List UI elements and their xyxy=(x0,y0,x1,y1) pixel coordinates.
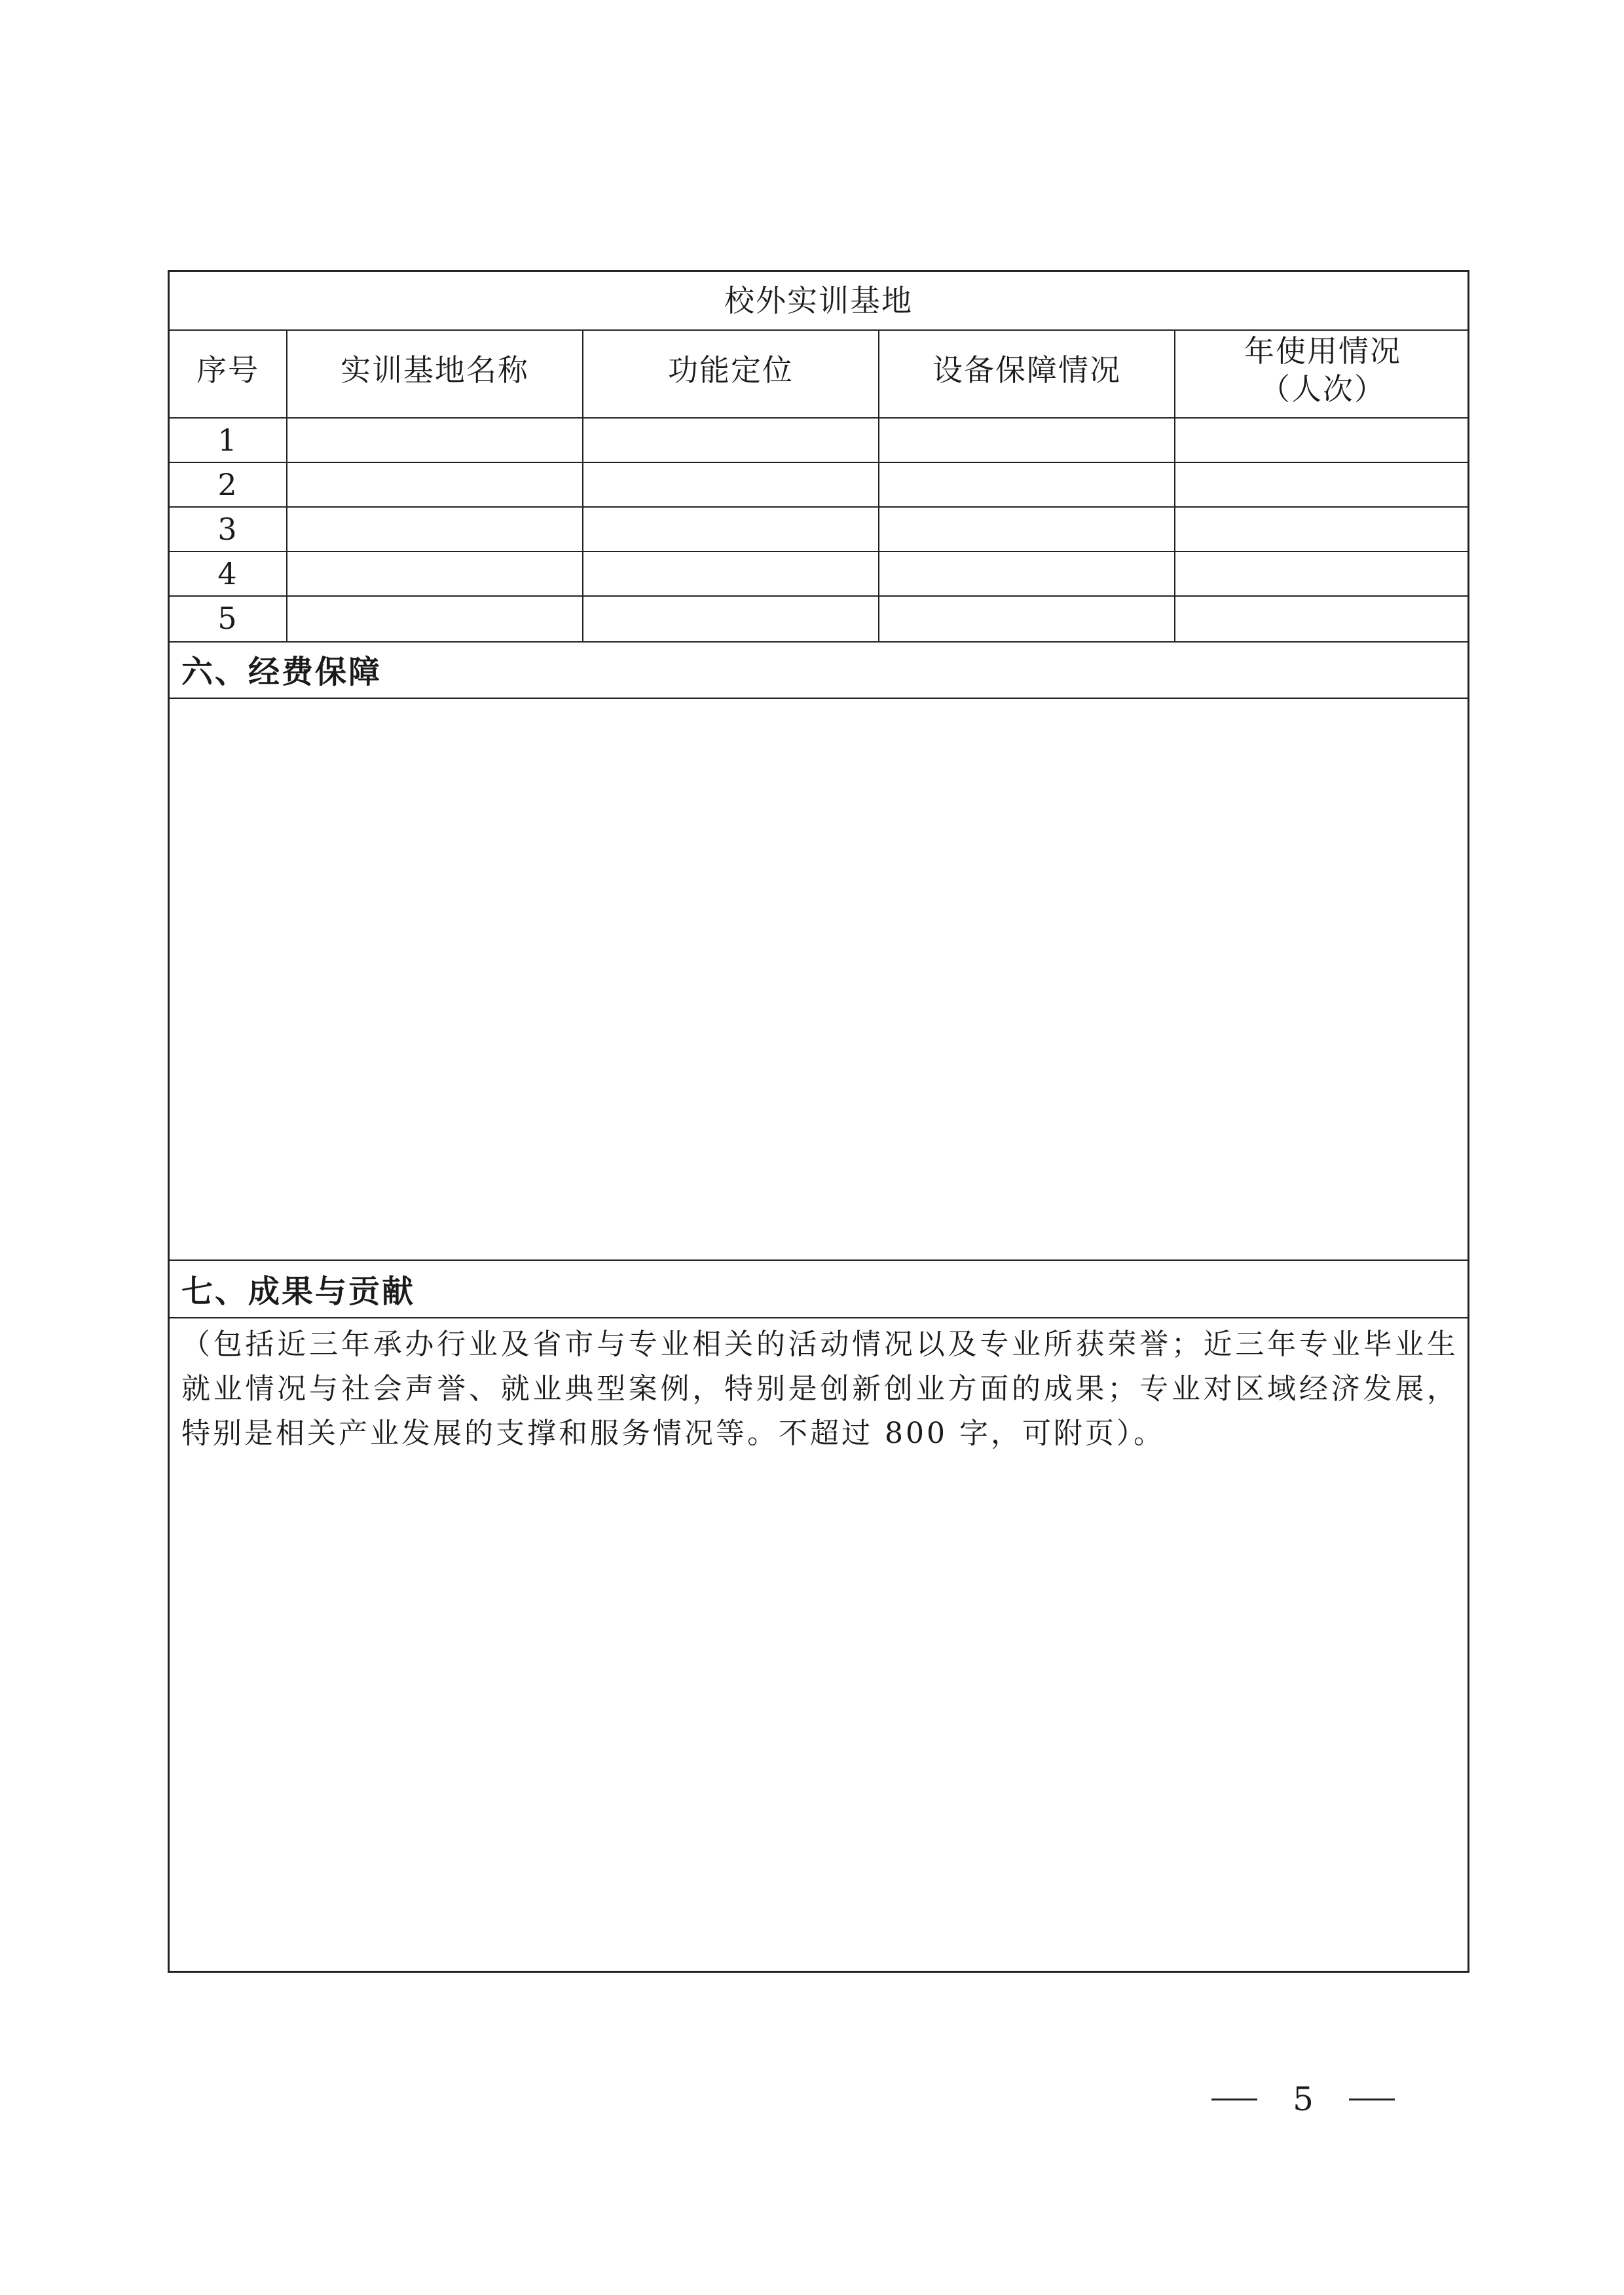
column-divider xyxy=(1174,329,1175,641)
dash-right xyxy=(1349,2099,1395,2100)
divider xyxy=(170,1317,1467,1318)
section-7-content-area[interactable] xyxy=(170,1464,1467,1968)
column-divider xyxy=(582,329,583,641)
divider xyxy=(170,551,1467,552)
header-index: 序号 xyxy=(196,352,259,388)
row-index-2: 2 xyxy=(217,467,238,502)
header-annual-usage: 年使用情况 （人次） xyxy=(1244,333,1401,407)
row-index-1: 1 xyxy=(217,422,238,458)
page-footer xyxy=(1211,2076,1395,2122)
section-7-instructions: （包括近三年承办行业及省市与专业相关的活动情况以及专业所获荣誉；近三年专业毕业生就业情况与社会声誉、就业典型案例，特别是创新创业方面的成果；专业对区域经济发展，特别是相关产业发展的支撑和服务情况等。不超过 800 字，可附页）。 xyxy=(181,1328,1458,1450)
header-function: 功能定位 xyxy=(668,352,794,388)
form-table xyxy=(168,270,1469,1973)
divider xyxy=(170,462,1467,463)
section-7-title: 七、成果与贡献 xyxy=(181,1273,416,1310)
row-index-5: 5 xyxy=(217,601,238,636)
header-base-name: 实训基地名称 xyxy=(341,352,529,388)
divider xyxy=(170,417,1467,419)
section-6-title: 六、经费保障 xyxy=(181,653,382,690)
column-divider xyxy=(286,329,287,641)
divider xyxy=(170,595,1467,597)
row-index-3: 3 xyxy=(217,512,238,547)
header-equipment: 设备保障情况 xyxy=(932,352,1121,388)
column-divider xyxy=(878,329,879,641)
divider xyxy=(170,506,1467,508)
page-number: 5 xyxy=(1293,2080,1314,2118)
row-index-4: 4 xyxy=(217,556,238,591)
dash-left xyxy=(1211,2099,1257,2100)
table-title: 校外实训基地 xyxy=(724,283,913,318)
